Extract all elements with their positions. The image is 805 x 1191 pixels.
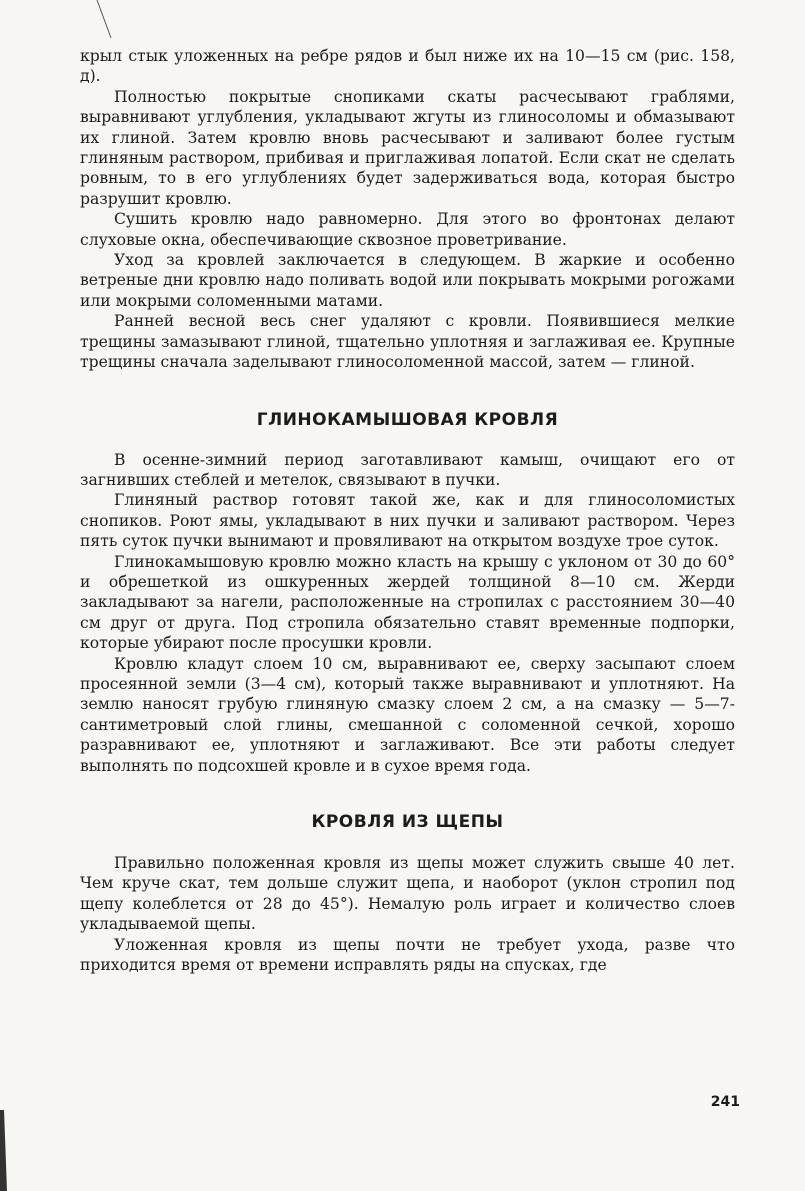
paragraph: Полностью покрытые снопиками скаты расчесывают граблями, выравнивают углубления, укладывают жгуты из глиносоломы и обмазывают их глиной. Затем кровлю вновь расчесывают и заливают более густым глиняным раствором, прибивая и приглаживая лопатой. Если скат не сделать ровным, то в его углублениях будет задерживаться вода, которая быстро разрушит кровлю.	[80, 87, 735, 208]
paragraph: Правильно положенная кровля из щепы может служить свыше 40 лет. Чем круче скат, тем дольше служит щепа, и наоборот (уклон стропил под щепу колеблется от 28 до 45°). Немалую роль играет и количество слоев укладываемой щепы.	[80, 854, 735, 934]
paragraph: Уложенная кровля из щепы почти не требует ухода, разве что приходится время от времени исправлять ряды на спусках, где	[80, 935, 735, 975]
paragraph: крыл стык уложенных на ребре рядов и был ниже их на 10—15 см (рис. 158, д).	[80, 47, 735, 86]
paragraph: Сушить кровлю надо равномерно. Для этого во фронтонах делают слуховые окна, обеспечивающие сквозное проветривание.	[80, 210, 735, 249]
page-number: 241	[710, 1094, 740, 1110]
paragraph: Уход за кровлей заключается в следующем. В жаркие и особенно ветреные дни кровлю надо поливать водой или покрывать мокрыми рогожами или мокрыми соломенными матами.	[80, 251, 735, 310]
paragraph: Глиняный раствор готовят такой же, как и для глиносоломистых снопиков. Роют ямы, укладывают в них пучки и заливают раствором. Через пять суток пучки вынимают и провяливают на открытом воздухе трое суток.	[80, 491, 735, 551]
section-heading-glinokamyshovaya: ГЛИНОКАМЫШОВАЯ КРОВЛЯ	[256, 409, 559, 430]
paragraph: Глинокамышовую кровлю можно класть на крышу с уклоном от 30 до 60° и обрешеткой из ошкуренных жердей толщиной 8—10 см. Жерди закладывают за нагели, расположенные на стропилах с расстоянием 30—40 см друг от друга. Под стропила обязательно ставят временные подпорки, которые убирают после просушки кровли.	[80, 552, 735, 653]
paragraph: В осенне-зимний период заготавливают камыш, очищают его от загнивших стеблей и метелок, связывают в пучки.	[80, 450, 735, 489]
scan-artifact-line	[95, 0, 113, 40]
paragraph: Ранней весной весь снег удаляют с кровли. Появившиеся мелкие трещины замазывают глиной, тщательно уплотняя и заглаживая ее. Крупные трещины сначала заделывают глиносоломенной массой, затем — глиной.	[80, 312, 735, 372]
section-glinokamyshovaya	[80, 450, 735, 777]
section-schepa	[80, 853, 735, 975]
paragraph: Кровлю кладут слоем 10 см, выравнивают ее, сверху засыпают слоем просеянной земли (3—4 см), который также выравнивают и уплотняют. На землю наносят грубую глиняную смазку слоем 2 см, а на смазку — 5—7-сантиметровый слой глины, смешанной с соломенной сечкой, хорошо разравнивают ее, уплотняют и заглаживают. Все эти работы следует выполнять по подсохшей кровле и в сухое время года.	[80, 654, 735, 775]
section-heading-schepa: КРОВЛЯ ИЗ ЩЕПЫ	[311, 812, 504, 832]
page-content	[80, 46, 735, 975]
intro-text	[80, 46, 735, 373]
scan-artifact-edge	[0, 1110, 10, 1191]
